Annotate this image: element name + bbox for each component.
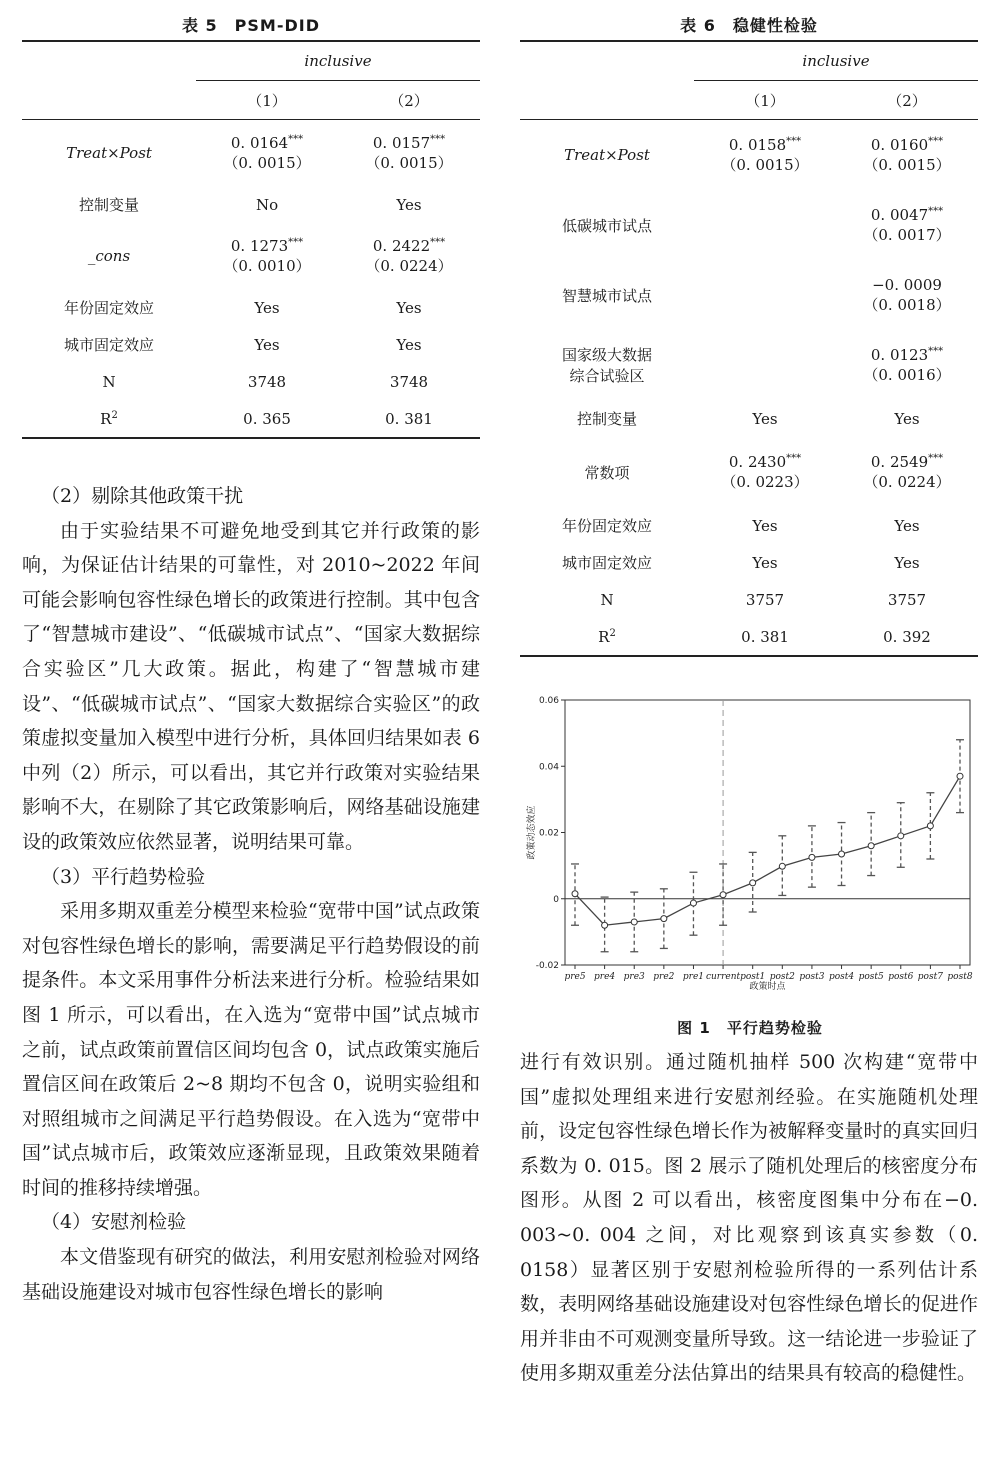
data-point xyxy=(927,823,933,829)
paragraph: 采用多期双重差分模型来检验“宽带中国”试点政策对包容性绿色增长的影响，需要满足平行趋势假设的前提条件。本文采用事件分析法来进行分析。检验结果如图 1 所示，可以看出，在入选为“宽带中国”试点城市之前，试点政策前置信区间均包含 0，试点政策实施后置信区间在政策后 2~8 期均不包含 0，说明实验组和对照组城市之间满足平行趋势假设。在入选为“宽带中国”试点城市后，政策效应逐渐显现，且政策效果随着时间的推移持续增强。 xyxy=(22,900,480,1199)
y-tick-label: 0.06 xyxy=(538,696,559,706)
paragraph: 本文借鉴现有研究的做法，利用安慰剂检验对网络基础设施建设对城市包容性绿色增长的影响 xyxy=(22,1246,480,1303)
data-point xyxy=(690,900,696,906)
table5-col2: （2） xyxy=(338,81,480,120)
table-row: _cons 0. 1273*** （0. 0010） 0. 2422*** （0. 0224） xyxy=(87,236,453,275)
x-tick-label: post7 xyxy=(917,972,943,982)
paragraph: 由于实验结果不可避免地受到其它并行政策的影响，为保证估计结果的可靠性，对 2010~2022 年间可能会影响包容性绿色增长的政策进行控制。其中包含了“智慧城市建设”、“低碳城市试点”、“国家大数据综合实验区”几大政策。据此，构建了“智慧城市建设”、“低碳城市试点”、“国家大数据综合实验区”的政策虚拟变量加入模型中进行分析，具体回归结果如表 6 中列（2）所示，可以看出，其它并行政策对实验结果影响不大，在剔除了其它政策影响后，网络基础设施建设的政策效应依然显著，说明结果可靠。 xyxy=(22,519,480,853)
parallel-trend-chart xyxy=(520,690,980,990)
table-row: 年份固定效应 Yes Yes xyxy=(562,516,920,535)
table-row: 智慧城市试点 −0. 0009 （0. 0018） xyxy=(562,275,951,314)
table6: inclusive （1） （2） Treat×Post 0. 0158*** （0. 0015） 0. 0160*** （0. 0015） 低碳城市试点 0. 0047*** （0. 0017） 智慧城市试点 −0. 0009 （0. 0018） 国家级大数据 综合试验区 0. 0123*** （0. 0016） 控制变量 Yes Yes 常数项 0. 2430*** （0. 0223） 0. 2549*** （0. 0224） 年份固定效应 Yes Yes 城市固定效应 Yes Yes N 3757 3757 $R^2$ 0. 381 0. 392 xyxy=(520,40,978,657)
x-tick-label: pre2 xyxy=(653,972,675,982)
figure-caption: 图 1 平行趋势检验 xyxy=(677,1019,823,1037)
x-tick-label: post5 xyxy=(858,972,884,982)
x-tick-label: post8 xyxy=(947,972,973,982)
x-tick-label: post4 xyxy=(828,972,855,982)
body-text-left xyxy=(22,479,480,1309)
x-axis-label: 政策时点 xyxy=(749,982,786,990)
data-point xyxy=(898,833,904,839)
x-tick-label: post6 xyxy=(888,972,914,982)
left-column xyxy=(22,0,480,1309)
table-row: Treat×Post 0. 0164*** （0. 0015） 0. 0157*** （0. 0015） xyxy=(66,133,453,172)
x-tick-label: post2 xyxy=(769,972,795,982)
table-row: $R^2$ 0. 381 0. 392 xyxy=(598,627,931,646)
y-axis-label: 政策动态效应 xyxy=(527,805,537,860)
right-column xyxy=(520,0,978,657)
data-point xyxy=(750,880,756,886)
table-row: Treat×Post 0. 0158*** （0. 0015） 0. 0160*** （0. 0015） xyxy=(564,135,951,174)
x-tick-label: post3 xyxy=(799,972,825,982)
x-tick-label: pre4 xyxy=(594,972,616,982)
x-tick-label: pre3 xyxy=(623,972,645,982)
table6-title: 表 6 稳健性检验 xyxy=(680,16,818,35)
data-point xyxy=(839,851,845,857)
x-tick-label: post1 xyxy=(740,972,766,982)
y-tick-label: 0.02 xyxy=(538,828,559,839)
table-row: 城市固定效应 Yes Yes xyxy=(64,335,422,354)
table-row: 常数项 0. 2430*** （0. 0223） 0. 2549*** （0. 0224） xyxy=(584,452,951,491)
x-tick-label: pre1 xyxy=(682,972,705,982)
section-heading: （4）安慰剂检验 xyxy=(41,1211,187,1234)
table5 xyxy=(22,40,480,439)
table-row: 国家级大数据 综合试验区 0. 0123*** （0. 0016） xyxy=(562,345,951,385)
table-row: N 3748 3748 xyxy=(102,372,429,391)
data-point xyxy=(779,863,785,869)
table-row: 控制变量 Yes Yes xyxy=(577,409,920,428)
data-point xyxy=(661,916,667,922)
x-tick-label: pre5 xyxy=(564,972,586,982)
data-point xyxy=(602,922,608,928)
section-heading: （3）平行趋势检验 xyxy=(41,865,206,888)
data-point xyxy=(572,891,578,897)
y-tick-label: 0 xyxy=(553,894,559,905)
data-point xyxy=(631,919,637,925)
data-point xyxy=(868,843,874,849)
y-tick-label: 0.04 xyxy=(538,762,559,773)
y-tick-label: -0.02 xyxy=(535,961,559,971)
data-point xyxy=(957,773,963,779)
table6-dep-var: inclusive xyxy=(694,41,978,81)
table-row: 控制变量 No Yes xyxy=(79,195,422,214)
table5-dep-var: inclusive xyxy=(196,41,480,81)
table5-title: 表 5 PSM-DID xyxy=(181,16,321,35)
body-text-right xyxy=(520,1045,978,1391)
table-row: 低碳城市试点 0. 0047*** （0. 0017） xyxy=(562,205,951,244)
table-row: $R^2$ 0. 365 0. 381 xyxy=(100,409,433,428)
paragraph: 进行有效识别。通过随机抽样 500 次构建“宽带中国”虚拟处理组来进行安慰剂经验。在实施随机处理前，设定包容性绿色增长作为被解释变量时的真实回归系数为 0. 015。图 2 展示了随机处理后的核密度分布图形。从图 2 可以看出，核密度图集中分布在−0. 003~0. 004 之间，对比观察到该真实参数（0. 0158）显著区别于安慰剂检验所得的一系列估计系数，表明网络基础设施建设对包容性绿色增长的促进作用并非由不可观测变量所导致。这一结论进一步验证了使用多期双重差分法估算出的结果具有较高的稳健性。 xyxy=(520,1051,978,1385)
series-line xyxy=(575,776,960,925)
table-row: N 3757 3757 xyxy=(600,590,927,609)
section-heading: （2）剔除其他政策干扰 xyxy=(41,485,244,507)
data-point xyxy=(720,892,726,898)
data-point xyxy=(809,854,815,860)
table-row: 年份固定效应 Yes Yes xyxy=(64,298,422,317)
table5-col1: （1） xyxy=(196,81,338,120)
x-tick-label: current xyxy=(705,972,741,982)
table-row: 城市固定效应 Yes Yes xyxy=(562,553,920,572)
